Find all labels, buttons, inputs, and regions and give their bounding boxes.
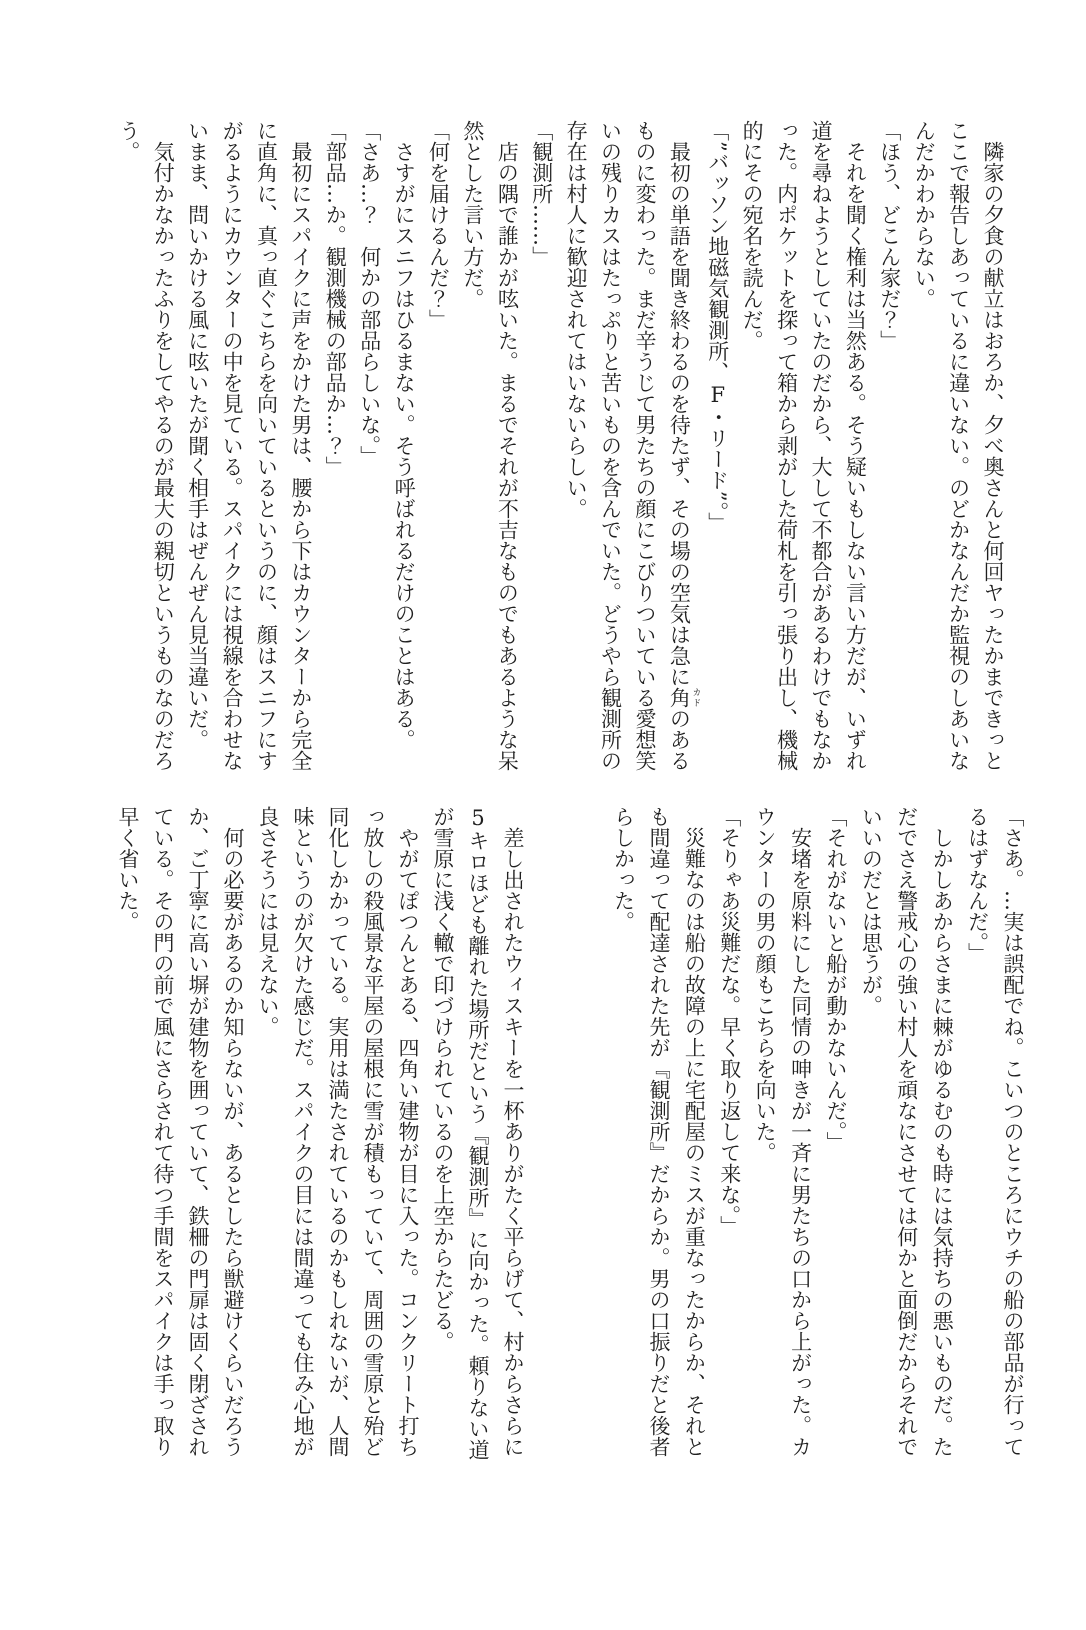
text-line: 味というのが欠けた感じだ。スパイクの目には間違っても住み心地が (291, 806, 315, 1457)
text-line: やがてぽつんとある、四角い建物が目に入った。コンクリート打ち (396, 806, 420, 1457)
text-line: 何の必要があるのか知らないが、あるとしたら獣避けくらいだろう (221, 806, 245, 1457)
text-line: んだかわからない。 (912, 120, 937, 309)
text-line: 5キロほども離れた場所だという『観測所』に向かった。頼りない道 (466, 806, 490, 1460)
text-line: 然とした言い方だ。 (460, 120, 485, 309)
text-line: 存在は村人に歓迎されてはいないらしい。 (564, 120, 589, 519)
text-line: 「さあ…？ 何かの部品らしいな。」 (357, 120, 382, 467)
lower-text-block-left (110, 806, 530, 1459)
upper-text-block (111, 120, 1010, 773)
text-line: に直角に、真っ直ぐこちらを向いているというのに、顔はスニフにす (254, 120, 279, 771)
text-line: いまま、問いかける風に呟いたが聞く相手はぜんぜん見当違いだ。 (185, 120, 210, 750)
text-line: 「ほう、どこん家だ？」 (877, 120, 902, 351)
text-line: 的にその宛名を読んだ。 (740, 120, 765, 351)
text-line: 「観測所……」 (529, 120, 554, 267)
text-line: ている。その門の前で風にさらされて待つ手間をスパイクは手っ取り (151, 806, 175, 1457)
upright-char: F (705, 382, 730, 407)
text-line: も間違って配達された先が『観測所』だからか。男の口振りだと後者 (646, 806, 671, 1457)
text-line: しかしあからさまに棘がゆるむのも時には気持ちの悪いものだ。た (930, 806, 955, 1457)
text-line: 「部品…か。観測機械の部品か…？」 (323, 120, 348, 477)
text-line: 災難なのは船の故障の上に宅配屋のミスが重なったからか、それと (682, 806, 707, 1457)
text-line: 隣家の夕食の献立はおろか、夕べ奥さんと何回ヤったかまできっと (981, 120, 1005, 771)
text-line: ものに変わった。まだ辛うじて男たちの顔にこびりついている愛想笑 (632, 120, 657, 771)
upright-char: 5 (466, 806, 490, 830)
text-line: いいのだとは思うが。 (859, 806, 884, 1016)
text-line: 良さそうには見えない。 (256, 806, 280, 1037)
text-line: 道を尋ねようとしていたのだから、大して不都合があるわけでもなか (808, 120, 833, 771)
lower-text-block-right (605, 806, 1030, 1459)
text-line: 最初にスパイクに声をかけた男は、腰から下はカウンターから完全 (288, 120, 313, 771)
text-line: が雪原に浅く轍で印づけられているのを上空からたどる。 (431, 806, 455, 1352)
text-line: それを聞く権利は当然ある。そう疑いもしない言い方だが、いずれ (843, 120, 868, 771)
text-line: るはずなんだ。」 (965, 806, 990, 964)
text-line: 同化しかかっている。実用は満たされているのかもしれないが、人間 (326, 806, 350, 1457)
text-line: いの残りカスはたっぷりと苦いものを含んでいた。どうやら観測所の (598, 120, 623, 771)
text-line: う。 (116, 120, 141, 162)
text-line: 「そりゃあ災難だな。早く取り返して来な。」 (717, 806, 742, 1237)
text-line: 「何を届けるんだ？」 (426, 120, 451, 330)
furigana-ruby: 角 カド (667, 687, 701, 708)
text-line: 「”バッソン地磁気観測所、F・リード”。」 (705, 120, 730, 533)
text-line: ウンターの男の顔もこちらを向いた。 (753, 806, 778, 1163)
text-line: 「さあ。…実は誤配でね。こいつのところにウチの船の部品が行って (1001, 806, 1025, 1457)
text-line: 安堵を原料にした同情の呻きが一斉に男たちの口から上がった。カ (788, 806, 813, 1457)
text-line: 気付かなかったふりをしてやるのが最大の親切というものなのだろ (151, 120, 176, 771)
text-line: ここで報告しあっているに違いない。のどかなんだか監視のしあいな (946, 120, 971, 771)
text-line: 「それがないと船が動かないんだ。」 (823, 806, 848, 1153)
text-line: 最初の単語を聞き終わるのを待たず、その場の空気は急に角 カドのある (667, 120, 701, 771)
text-line: っ放しの殺風景な平屋の屋根に雪が積もっていて、周囲の雪原と殆ど (361, 806, 385, 1457)
text-line: 早く省いた。 (116, 806, 140, 932)
text-line: さすがにスニフはひるまない。そう呼ばれるだけのことはある。 (392, 120, 417, 750)
text-line: だでさえ警戒心の強い村人を頑なにさせては何かと面倒だからそれで (894, 806, 919, 1457)
text-line: らしかった。 (611, 806, 636, 932)
text-line: った。内ポケットを探って箱から剥がした荷札を引っ張り出し、機械 (774, 120, 799, 771)
text-line: か、ご丁寧に高い塀が建物を囲っていて、鉄柵の門扉は固く閉ざされ (186, 806, 210, 1457)
text-line: 店の隅で誰かが呟いた。まるでそれが不吉なものでもあるような呆 (495, 120, 520, 771)
text-line: がるようにカウンターの中を見ている。スパイクには視線を合わせな (220, 120, 245, 771)
text-line: 差し出されたウィスキーを一杯ありがたく平らげて、村からさらに (501, 806, 525, 1457)
